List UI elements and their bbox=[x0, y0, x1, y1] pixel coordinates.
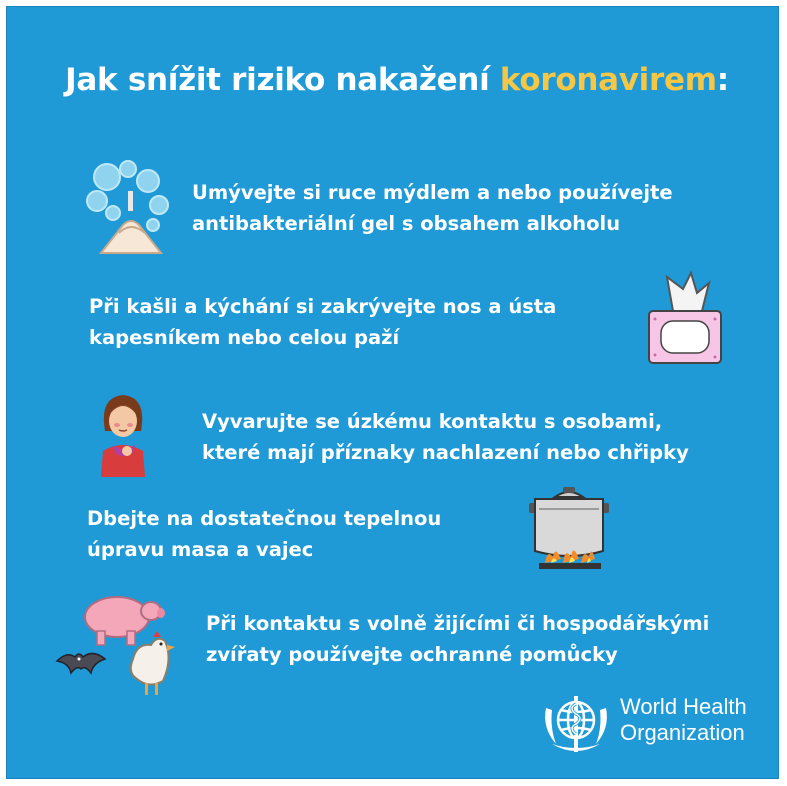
chicken-icon bbox=[131, 631, 175, 695]
tip-line: Při kontaktu s volně žijícími či hospodářskými bbox=[206, 612, 710, 635]
title-highlight: koronavirem bbox=[499, 62, 717, 98]
tissue-box-icon bbox=[643, 269, 727, 369]
page-title bbox=[47, 62, 747, 98]
sick-person-icon bbox=[97, 391, 149, 477]
handwashing-icon bbox=[83, 155, 178, 257]
cooking-pot-icon bbox=[525, 479, 613, 575]
tip-handwashing bbox=[192, 177, 673, 239]
animals-icon bbox=[53, 589, 193, 699]
tip-line: zvířaty používejte ochranné pomůcky bbox=[206, 643, 618, 666]
tip-cough bbox=[89, 291, 556, 353]
poster bbox=[6, 6, 779, 779]
who-emblem-icon bbox=[540, 688, 612, 758]
tip-cooking bbox=[87, 503, 441, 565]
tip-line: úpravu masa a vajec bbox=[87, 538, 314, 561]
pig-icon bbox=[85, 597, 165, 645]
title-suffix: : bbox=[716, 62, 729, 98]
who-logo bbox=[540, 688, 775, 758]
tip-line: Umývejte si ruce mýdlem a nebo používejte bbox=[192, 181, 673, 204]
tip-line: Dbejte na dostatečnou tepelnou bbox=[87, 507, 442, 530]
bat-icon bbox=[57, 653, 105, 673]
tip-animals bbox=[206, 608, 709, 670]
tip-line: kapesníkem nebo celou paží bbox=[89, 326, 400, 349]
tip-contact bbox=[202, 406, 689, 468]
tip-line: antibakteriální gel s obsahem alkoholu bbox=[192, 212, 621, 235]
tip-line: Při kašli a kýchání si zakrývejte nos a ústa bbox=[89, 295, 557, 318]
who-text bbox=[620, 694, 747, 746]
tip-line: které mají příznaky nachlazení nebo chřipky bbox=[202, 441, 689, 464]
who-line-2: Organization bbox=[620, 720, 745, 745]
who-line-1: World Health bbox=[620, 694, 747, 719]
title-prefix: Jak snížit riziko nakažení bbox=[65, 62, 500, 98]
tip-line: Vyvarujte se úzkému kontaktu s osobami, bbox=[202, 410, 663, 433]
